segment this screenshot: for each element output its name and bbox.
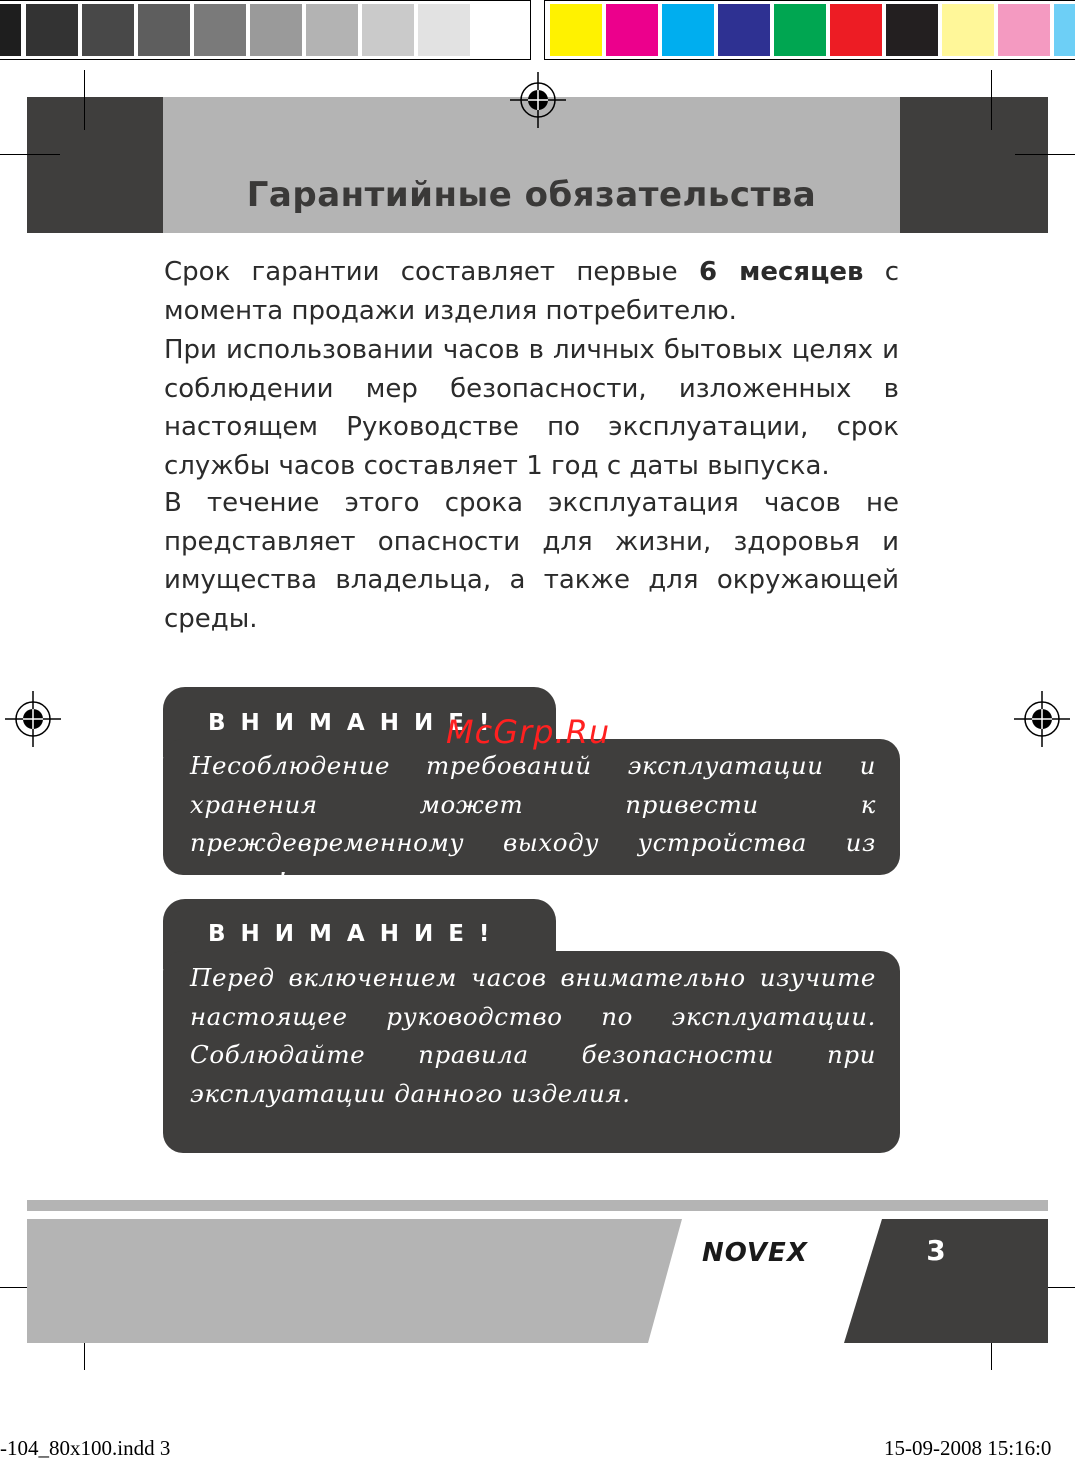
warning-title: ВНИМАНИЕ!: [208, 921, 505, 947]
page-title: Гарантийные обязательства: [246, 175, 817, 215]
slug-file: -104_80x100.indd 3: [0, 1436, 171, 1460]
paragraph-safety: В течение этого срока эксплуатация часов не представляет опасности для жизни, здоровья и имущества владельца, а также для окружающей среды.: [164, 488, 899, 634]
warning-text: Перед включением часов внимательно изучите настоящее руководство по эксплуатации. Соблюдайте правила безопасности при эксплуатации данного изделия.: [190, 963, 876, 1108]
paragraph-service-life: При использовании часов в личных бытовых целях и соблюдении мер безопасности, изложенных в настоящем Руководстве по эксплуатации, срок службы часов составляет 1 год с даты выпуска.: [164, 335, 899, 481]
warning-text: Несоблюдение требований эксплуатации и хранения может привести к преждевременному выходу устройства из строя!: [190, 751, 876, 896]
watermark: McGrp.Ru: [446, 713, 611, 751]
warning-title: ВНИМАНИЕ!: [208, 710, 505, 736]
warranty-period: 6 месяцев: [698, 257, 864, 287]
brand-name: NOVEX: [702, 1238, 808, 1268]
brand-logo: [700, 1233, 840, 1273]
slug-datetime: 15-09-2008 15:16:0: [884, 1436, 1052, 1460]
paragraph-warranty-term: Срок гарантии составляет первые 6 месяцев с момента продажи изделия потребителю.: [164, 257, 899, 326]
page-number: 3: [926, 1234, 946, 1267]
